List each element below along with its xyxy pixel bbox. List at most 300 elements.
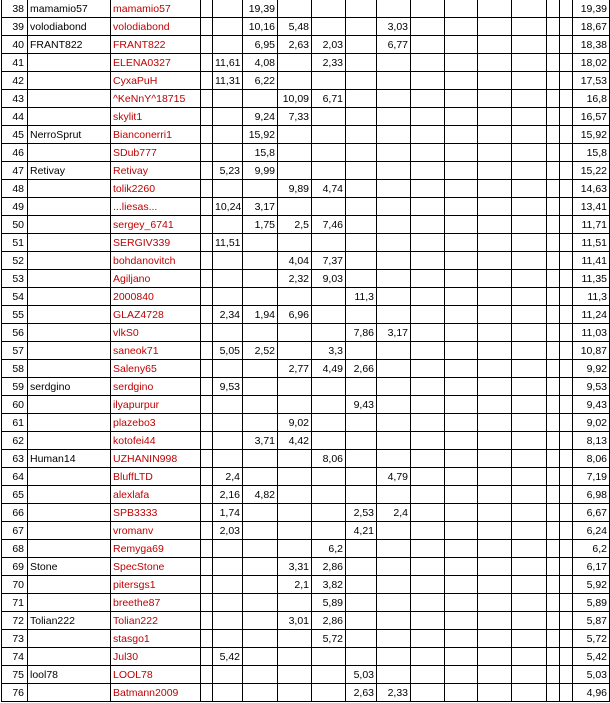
score-cell[interactable]	[377, 234, 411, 252]
score-cell[interactable]	[377, 576, 411, 594]
score-cell[interactable]	[411, 126, 445, 144]
score-cell[interactable]	[243, 612, 278, 630]
score-cell[interactable]	[445, 522, 478, 540]
score-cell[interactable]	[512, 234, 547, 252]
score-cell[interactable]	[547, 522, 560, 540]
score-cell[interactable]: 2,86	[312, 612, 346, 630]
score-cell[interactable]	[346, 36, 377, 54]
score-cell[interactable]	[243, 594, 278, 612]
score-cell[interactable]	[201, 486, 213, 504]
score-cell[interactable]	[346, 486, 377, 504]
score-cell[interactable]	[512, 288, 547, 306]
score-cell[interactable]	[278, 378, 312, 396]
score-cell[interactable]	[201, 432, 213, 450]
score-cell[interactable]: 11,61	[213, 54, 243, 72]
score-cell[interactable]	[411, 540, 445, 558]
score-cell[interactable]	[547, 684, 560, 702]
score-cell[interactable]	[213, 414, 243, 432]
score-cell[interactable]	[377, 630, 411, 648]
score-cell[interactable]	[346, 18, 377, 36]
score-cell[interactable]	[445, 288, 478, 306]
score-cell[interactable]: 3,71	[243, 432, 278, 450]
score-cell[interactable]	[547, 126, 560, 144]
score-cell[interactable]	[312, 468, 346, 486]
score-cell[interactable]	[445, 432, 478, 450]
score-cell[interactable]	[560, 522, 573, 540]
score-cell[interactable]	[312, 144, 346, 162]
score-cell[interactable]	[346, 432, 377, 450]
team-cell[interactable]	[28, 342, 111, 360]
score-cell[interactable]	[445, 90, 478, 108]
score-cell[interactable]	[478, 378, 512, 396]
score-cell[interactable]	[213, 684, 243, 702]
score-cell[interactable]	[278, 396, 312, 414]
total-cell[interactable]: 5,03	[573, 666, 610, 684]
score-cell[interactable]	[478, 126, 512, 144]
score-cell[interactable]	[213, 144, 243, 162]
score-cell[interactable]	[346, 180, 377, 198]
total-cell[interactable]: 18,67	[573, 18, 610, 36]
total-cell[interactable]: 8,06	[573, 450, 610, 468]
score-cell[interactable]	[411, 414, 445, 432]
score-cell[interactable]: 5,23	[213, 162, 243, 180]
score-cell[interactable]	[547, 252, 560, 270]
row-number-cell[interactable]: 41	[2, 54, 28, 72]
score-cell[interactable]	[213, 360, 243, 378]
total-cell[interactable]: 5,42	[573, 648, 610, 666]
player-cell[interactable]: GLAZ4728	[111, 306, 201, 324]
score-cell[interactable]	[478, 180, 512, 198]
score-cell[interactable]	[512, 468, 547, 486]
score-cell[interactable]	[478, 72, 512, 90]
score-cell[interactable]	[560, 540, 573, 558]
team-cell[interactable]	[28, 576, 111, 594]
team-cell[interactable]: mamamio57	[28, 0, 111, 18]
score-cell[interactable]	[312, 432, 346, 450]
score-cell[interactable]	[201, 522, 213, 540]
score-cell[interactable]	[377, 252, 411, 270]
score-cell[interactable]	[213, 270, 243, 288]
total-cell[interactable]: 18,02	[573, 54, 610, 72]
score-cell[interactable]: 9,24	[243, 108, 278, 126]
score-cell[interactable]: 2,1	[278, 576, 312, 594]
score-cell[interactable]	[346, 306, 377, 324]
player-cell[interactable]: Bianconerri1	[111, 126, 201, 144]
player-cell[interactable]: bohdanovitch	[111, 252, 201, 270]
score-cell[interactable]: 2,52	[243, 342, 278, 360]
score-cell[interactable]	[243, 414, 278, 432]
player-cell[interactable]: mamamio57	[111, 0, 201, 18]
score-cell[interactable]	[201, 342, 213, 360]
total-cell[interactable]: 6,17	[573, 558, 610, 576]
score-cell[interactable]	[213, 216, 243, 234]
score-cell[interactable]	[560, 666, 573, 684]
total-cell[interactable]: 16,8	[573, 90, 610, 108]
row-number-cell[interactable]: 61	[2, 414, 28, 432]
score-cell[interactable]	[560, 558, 573, 576]
score-cell[interactable]: 3,17	[377, 324, 411, 342]
row-number-cell[interactable]: 68	[2, 540, 28, 558]
score-cell[interactable]	[201, 270, 213, 288]
score-cell[interactable]	[445, 0, 478, 18]
score-cell[interactable]	[346, 144, 377, 162]
score-cell[interactable]: 5,42	[213, 648, 243, 666]
score-cell[interactable]	[547, 396, 560, 414]
score-cell[interactable]	[213, 558, 243, 576]
score-cell[interactable]: 2,53	[346, 504, 377, 522]
score-cell[interactable]	[547, 594, 560, 612]
score-cell[interactable]	[213, 288, 243, 306]
score-cell[interactable]	[377, 54, 411, 72]
score-cell[interactable]: 4,79	[377, 468, 411, 486]
score-cell[interactable]	[346, 252, 377, 270]
total-cell[interactable]: 11,35	[573, 270, 610, 288]
score-cell[interactable]	[377, 162, 411, 180]
score-cell[interactable]	[445, 558, 478, 576]
score-cell[interactable]	[512, 18, 547, 36]
score-cell[interactable]: 6,2	[312, 540, 346, 558]
row-number-cell[interactable]: 70	[2, 576, 28, 594]
score-cell[interactable]	[547, 486, 560, 504]
score-cell[interactable]	[346, 594, 377, 612]
score-cell[interactable]: 1,75	[243, 216, 278, 234]
score-cell[interactable]	[411, 144, 445, 162]
score-cell[interactable]	[411, 684, 445, 702]
score-cell[interactable]	[377, 126, 411, 144]
score-cell[interactable]	[445, 306, 478, 324]
team-cell[interactable]	[28, 504, 111, 522]
score-cell[interactable]: 3,31	[278, 558, 312, 576]
score-cell[interactable]	[560, 342, 573, 360]
score-cell[interactable]: 2,86	[312, 558, 346, 576]
team-cell[interactable]	[28, 360, 111, 378]
score-cell[interactable]	[377, 288, 411, 306]
score-cell[interactable]	[547, 216, 560, 234]
row-number-cell[interactable]: 67	[2, 522, 28, 540]
score-cell[interactable]: 10,16	[243, 18, 278, 36]
score-cell[interactable]: 4,21	[346, 522, 377, 540]
total-cell[interactable]: 6,24	[573, 522, 610, 540]
score-cell[interactable]	[445, 450, 478, 468]
score-cell[interactable]	[312, 126, 346, 144]
score-cell[interactable]	[278, 648, 312, 666]
score-cell[interactable]	[478, 612, 512, 630]
score-cell[interactable]	[445, 234, 478, 252]
score-cell[interactable]	[560, 162, 573, 180]
score-cell[interactable]: 4,08	[243, 54, 278, 72]
score-cell[interactable]: 5,05	[213, 342, 243, 360]
score-cell[interactable]	[243, 468, 278, 486]
score-cell[interactable]	[478, 36, 512, 54]
score-cell[interactable]	[411, 18, 445, 36]
player-cell[interactable]: pitersgs1	[111, 576, 201, 594]
score-cell[interactable]	[201, 558, 213, 576]
score-cell[interactable]	[213, 324, 243, 342]
score-cell[interactable]	[312, 72, 346, 90]
score-cell[interactable]	[377, 558, 411, 576]
score-cell[interactable]: 8,06	[312, 450, 346, 468]
score-cell[interactable]	[478, 666, 512, 684]
score-cell[interactable]	[478, 270, 512, 288]
row-number-cell[interactable]: 44	[2, 108, 28, 126]
score-cell[interactable]	[243, 576, 278, 594]
score-cell[interactable]	[478, 0, 512, 18]
score-cell[interactable]: 2,4	[377, 504, 411, 522]
total-cell[interactable]: 11,03	[573, 324, 610, 342]
score-cell[interactable]	[478, 18, 512, 36]
total-cell[interactable]: 5,92	[573, 576, 610, 594]
score-cell[interactable]	[377, 666, 411, 684]
score-cell[interactable]	[411, 108, 445, 126]
score-cell[interactable]	[201, 576, 213, 594]
total-cell[interactable]: 9,53	[573, 378, 610, 396]
score-cell[interactable]	[445, 72, 478, 90]
score-cell[interactable]: 9,99	[243, 162, 278, 180]
score-cell[interactable]	[377, 396, 411, 414]
score-cell[interactable]	[560, 504, 573, 522]
score-cell[interactable]	[243, 324, 278, 342]
score-cell[interactable]	[377, 306, 411, 324]
score-cell[interactable]	[377, 72, 411, 90]
score-cell[interactable]	[377, 450, 411, 468]
score-cell[interactable]	[478, 288, 512, 306]
team-cell[interactable]: lool78	[28, 666, 111, 684]
total-cell[interactable]: 11,41	[573, 252, 610, 270]
score-cell[interactable]	[377, 342, 411, 360]
score-cell[interactable]	[346, 450, 377, 468]
score-cell[interactable]	[201, 108, 213, 126]
player-cell[interactable]: UZHANIN998	[111, 450, 201, 468]
score-cell[interactable]: 6,22	[243, 72, 278, 90]
score-cell[interactable]	[560, 486, 573, 504]
score-cell[interactable]	[213, 450, 243, 468]
row-number-cell[interactable]: 49	[2, 198, 28, 216]
score-cell[interactable]	[560, 612, 573, 630]
score-cell[interactable]	[560, 216, 573, 234]
score-cell[interactable]	[445, 648, 478, 666]
score-cell[interactable]: 9,02	[278, 414, 312, 432]
score-cell[interactable]	[512, 270, 547, 288]
score-cell[interactable]	[201, 162, 213, 180]
row-number-cell[interactable]: 57	[2, 342, 28, 360]
score-cell[interactable]	[560, 252, 573, 270]
score-cell[interactable]	[243, 396, 278, 414]
score-cell[interactable]: 3,01	[278, 612, 312, 630]
score-cell[interactable]	[377, 594, 411, 612]
score-cell[interactable]	[547, 18, 560, 36]
score-cell[interactable]	[445, 468, 478, 486]
player-cell[interactable]: SpecStone	[111, 558, 201, 576]
score-cell[interactable]	[377, 360, 411, 378]
score-cell[interactable]	[547, 36, 560, 54]
player-cell[interactable]: ELENA0327	[111, 54, 201, 72]
score-cell[interactable]	[278, 324, 312, 342]
score-cell[interactable]: 9,53	[213, 378, 243, 396]
score-cell[interactable]	[278, 486, 312, 504]
row-number-cell[interactable]: 40	[2, 36, 28, 54]
player-cell[interactable]: saneok71	[111, 342, 201, 360]
team-cell[interactable]	[28, 252, 111, 270]
score-cell[interactable]: 1,94	[243, 306, 278, 324]
score-cell[interactable]	[512, 576, 547, 594]
score-cell[interactable]	[478, 486, 512, 504]
score-cell[interactable]	[547, 558, 560, 576]
score-cell[interactable]	[547, 180, 560, 198]
score-cell[interactable]	[478, 234, 512, 252]
score-cell[interactable]	[201, 54, 213, 72]
score-cell[interactable]	[512, 198, 547, 216]
team-cell[interactable]	[28, 234, 111, 252]
score-cell[interactable]	[547, 504, 560, 522]
score-cell[interactable]	[411, 270, 445, 288]
row-number-cell[interactable]: 38	[2, 0, 28, 18]
score-cell[interactable]	[547, 360, 560, 378]
score-cell[interactable]: 9,03	[312, 270, 346, 288]
score-cell[interactable]	[377, 486, 411, 504]
score-cell[interactable]	[560, 126, 573, 144]
score-cell[interactable]	[478, 450, 512, 468]
score-cell[interactable]	[243, 540, 278, 558]
score-cell[interactable]	[445, 684, 478, 702]
score-cell[interactable]	[411, 198, 445, 216]
score-cell[interactable]	[478, 414, 512, 432]
team-cell[interactable]	[28, 216, 111, 234]
score-cell[interactable]: 7,33	[278, 108, 312, 126]
score-cell[interactable]	[346, 234, 377, 252]
score-cell[interactable]	[478, 306, 512, 324]
score-cell[interactable]	[560, 378, 573, 396]
score-cell[interactable]	[312, 324, 346, 342]
score-cell[interactable]	[560, 306, 573, 324]
score-cell[interactable]	[547, 90, 560, 108]
player-cell[interactable]: alexlafa	[111, 486, 201, 504]
score-cell[interactable]	[243, 360, 278, 378]
row-number-cell[interactable]: 48	[2, 180, 28, 198]
score-cell[interactable]	[512, 432, 547, 450]
score-cell[interactable]	[346, 72, 377, 90]
score-cell[interactable]	[201, 450, 213, 468]
score-cell[interactable]	[445, 252, 478, 270]
score-cell[interactable]	[445, 198, 478, 216]
score-cell[interactable]	[346, 54, 377, 72]
team-cell[interactable]	[28, 72, 111, 90]
score-cell[interactable]	[213, 666, 243, 684]
score-cell[interactable]: 2,03	[312, 36, 346, 54]
team-cell[interactable]	[28, 180, 111, 198]
score-cell[interactable]: 5,03	[346, 666, 377, 684]
score-cell[interactable]	[243, 450, 278, 468]
score-cell[interactable]	[346, 468, 377, 486]
score-cell[interactable]	[547, 342, 560, 360]
total-cell[interactable]: 15,22	[573, 162, 610, 180]
row-number-cell[interactable]: 51	[2, 234, 28, 252]
team-cell[interactable]: Tolian222	[28, 612, 111, 630]
team-cell[interactable]: Human14	[28, 450, 111, 468]
player-cell[interactable]: CyxaPuH	[111, 72, 201, 90]
score-cell[interactable]	[512, 378, 547, 396]
player-cell[interactable]: tolik2260	[111, 180, 201, 198]
score-cell[interactable]	[411, 666, 445, 684]
score-cell[interactable]	[346, 108, 377, 126]
score-cell[interactable]	[312, 684, 346, 702]
row-number-cell[interactable]: 76	[2, 684, 28, 702]
score-cell[interactable]	[547, 72, 560, 90]
team-cell[interactable]	[28, 288, 111, 306]
score-cell[interactable]	[312, 666, 346, 684]
score-cell[interactable]	[547, 0, 560, 18]
row-number-cell[interactable]: 63	[2, 450, 28, 468]
score-cell[interactable]: 19,39	[243, 0, 278, 18]
score-cell[interactable]: 2,77	[278, 360, 312, 378]
team-cell[interactable]	[28, 630, 111, 648]
score-cell[interactable]	[312, 504, 346, 522]
score-cell[interactable]	[312, 108, 346, 126]
player-cell[interactable]: skylit1	[111, 108, 201, 126]
score-cell[interactable]	[243, 558, 278, 576]
score-cell[interactable]	[312, 162, 346, 180]
score-cell[interactable]: 2,34	[213, 306, 243, 324]
team-cell[interactable]: volodiabond	[28, 18, 111, 36]
score-cell[interactable]	[411, 432, 445, 450]
score-cell[interactable]	[312, 0, 346, 18]
score-cell[interactable]	[377, 144, 411, 162]
total-cell[interactable]: 13,41	[573, 198, 610, 216]
player-cell[interactable]: Agiljano	[111, 270, 201, 288]
score-cell[interactable]	[512, 108, 547, 126]
score-cell[interactable]	[411, 0, 445, 18]
score-cell[interactable]	[278, 288, 312, 306]
score-cell[interactable]	[512, 612, 547, 630]
score-cell[interactable]	[560, 288, 573, 306]
score-cell[interactable]	[411, 486, 445, 504]
score-cell[interactable]	[243, 522, 278, 540]
score-cell[interactable]	[478, 108, 512, 126]
score-cell[interactable]	[512, 396, 547, 414]
score-cell[interactable]	[201, 360, 213, 378]
score-cell[interactable]	[445, 342, 478, 360]
row-number-cell[interactable]: 72	[2, 612, 28, 630]
score-cell[interactable]	[278, 666, 312, 684]
score-cell[interactable]: 6,71	[312, 90, 346, 108]
total-cell[interactable]: 8,13	[573, 432, 610, 450]
score-cell[interactable]	[547, 378, 560, 396]
score-cell[interactable]	[411, 522, 445, 540]
score-cell[interactable]	[560, 324, 573, 342]
team-cell[interactable]: Stone	[28, 558, 111, 576]
score-cell[interactable]	[512, 180, 547, 198]
score-cell[interactable]	[213, 90, 243, 108]
score-cell[interactable]	[201, 630, 213, 648]
row-number-cell[interactable]: 58	[2, 360, 28, 378]
score-cell[interactable]	[547, 630, 560, 648]
player-cell[interactable]: stasgo1	[111, 630, 201, 648]
score-cell[interactable]	[411, 468, 445, 486]
score-cell[interactable]	[201, 666, 213, 684]
score-cell[interactable]	[560, 144, 573, 162]
score-cell[interactable]	[213, 612, 243, 630]
score-cell[interactable]	[278, 54, 312, 72]
score-cell[interactable]	[243, 234, 278, 252]
row-number-cell[interactable]: 66	[2, 504, 28, 522]
team-cell[interactable]	[28, 468, 111, 486]
score-cell[interactable]	[201, 504, 213, 522]
score-cell[interactable]	[512, 648, 547, 666]
score-cell[interactable]: 2,16	[213, 486, 243, 504]
score-cell[interactable]	[243, 666, 278, 684]
score-cell[interactable]	[346, 612, 377, 630]
score-cell[interactable]	[213, 576, 243, 594]
score-cell[interactable]	[278, 198, 312, 216]
